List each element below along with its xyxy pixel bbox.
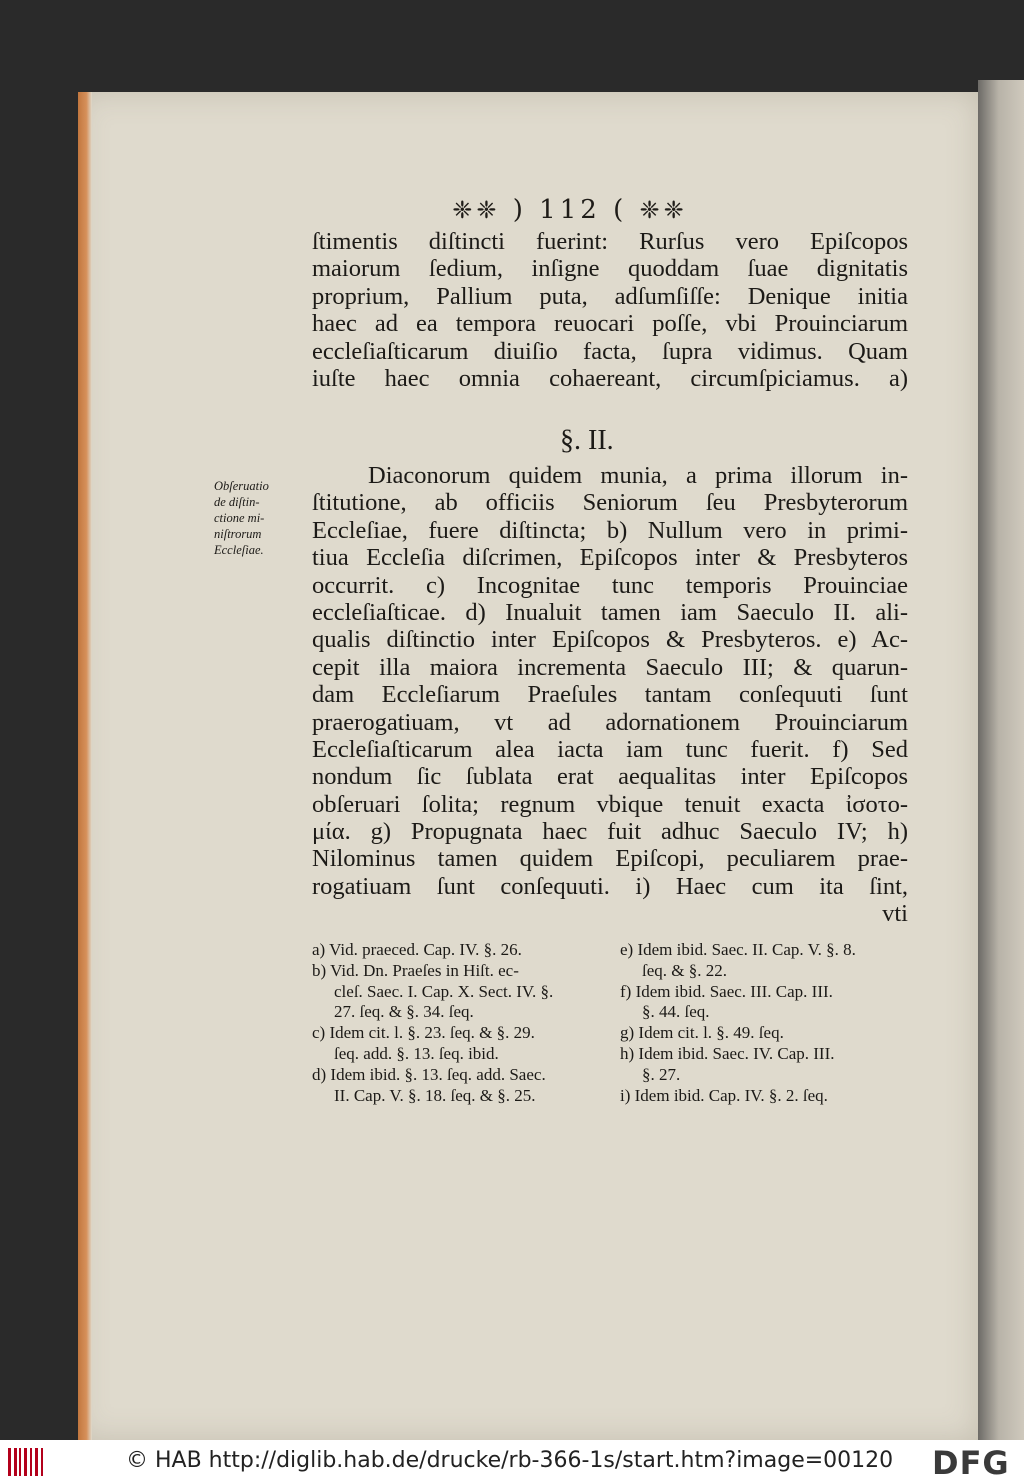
page-number: 112 <box>539 195 601 225</box>
footnote-line: a) Vid. praeced. Cap. IV. §. 26. <box>312 940 522 959</box>
marginal-note <box>214 478 306 558</box>
text-line: nondum ſic ſublata erat aequalitas inter Epiſcopos <box>312 763 908 791</box>
text-line: occurrit. c) Incognitae tunc temporis Prouinciae <box>312 571 908 599</box>
footer-bar <box>0 1440 1024 1483</box>
footnote-line: f) Idem ibid. Saec. III. Cap. III. <box>620 981 833 1001</box>
marginal-line: Obſeruatio <box>214 479 269 493</box>
footnote-line: i) Idem ibid. Cap. IV. §. 2. ſeq. <box>620 1085 828 1105</box>
section-heading: §. II. <box>560 425 614 456</box>
text-line: iuſte haec omnia cohaereant, circumſpiciamus. a) <box>312 364 908 392</box>
footnote <box>620 982 912 1024</box>
page-binding-edge <box>78 92 92 1440</box>
text-line: ſtitutione, ab officiis Seniorum ſeu Presbyterorum <box>312 489 908 517</box>
catchword: vti <box>882 900 908 928</box>
text-line: proprium, Pallium puta, adſumſiſſe: Denique initia <box>312 282 908 310</box>
text-line: dam Eccleſiarum Praeſules tantam conſequuti ſunt <box>312 681 908 709</box>
text-line: Eccleſiaſticarum alea iacta iam tunc fuerit. f) Sed <box>312 735 908 763</box>
footnote-line: cleſ. Saec. I. Cap. X. Sect. IV. §. <box>334 981 554 1001</box>
footnote-line: II. Cap. V. §. 18. ſeq. & §. 25. <box>334 1085 536 1105</box>
ornament-right-icon: ❈❈ <box>639 196 688 224</box>
footnote <box>620 1044 912 1086</box>
footnote <box>312 1065 608 1107</box>
marginal-line: Eccleſiae. <box>214 543 264 557</box>
footnotes-left <box>312 940 608 1106</box>
dfg-logo: DFG <box>932 1444 1010 1482</box>
footnote-line: 27. ſeq. & §. 34. ſeq. <box>334 1002 474 1022</box>
text-line: Diaconorum quidem munia, a prima illorum in- <box>368 462 908 489</box>
header-paren-left: ) <box>512 195 527 225</box>
marginal-line: ctione mi- <box>214 511 265 525</box>
footnote-line: c) Idem cit. l. §. 23. ſeq. & §. 29. <box>312 1023 535 1043</box>
footnote-line: b) Vid. Dn. Praeſes in Hiſt. ec- <box>312 960 519 980</box>
footnote-line: §. 27. <box>642 1064 681 1084</box>
footnote <box>620 1086 912 1107</box>
footnote <box>620 940 912 982</box>
text-line: eccleſiaſticarum diuiſio facta, ſupra vidimus. Quam <box>312 337 908 365</box>
footnote <box>312 961 608 1023</box>
text-line: tiua Eccleſia diſcrimen, Epiſcopos inter & Presbyteros <box>312 544 908 572</box>
footnote <box>312 1023 608 1065</box>
hab-barcode-logo-icon <box>8 1448 44 1476</box>
footnote <box>312 940 608 961</box>
adjacent-page-edge <box>978 80 1024 1440</box>
text-line: μία. g) Propugnata haec fuit adhuc Saeculo IV; h) <box>312 818 908 846</box>
text-line: rogatiuam ſunt conſequuti. i) Haec cum ita ſint, <box>312 872 908 900</box>
text-line: obſeruari ſolita; regnum vbique tenuit exacta ἰσοτο- <box>312 790 908 818</box>
footnote-line: h) Idem ibid. Saec. IV. Cap. III. <box>620 1043 835 1063</box>
text-line: Eccleſiae, fuere diſtincta; b) Nullum vero in primi- <box>312 516 908 544</box>
marginal-line: niſtrorum <box>214 527 262 541</box>
text-line: haec ad ea tempora reuocari poſſe, vbi Prouinciarum <box>312 310 908 338</box>
main-paragraph <box>312 462 908 928</box>
footnote-line: §. 44. ſeq. <box>642 1002 710 1022</box>
footnote-line: e) Idem ibid. Saec. II. Cap. V. §. 8. <box>620 940 856 959</box>
footnote-line: ſeq. add. §. 13. ſeq. ibid. <box>334 1043 499 1063</box>
text-line: cepit illa maiora incrementa Saeculo III; & quarun- <box>312 653 908 681</box>
footnote-line: ſeq. & §. 22. <box>642 960 727 980</box>
marginal-line: de diſtin- <box>214 495 260 509</box>
top-paragraph <box>312 228 908 392</box>
footnote-line: g) Idem cit. l. §. 49. ſeq. <box>620 1023 784 1043</box>
ornament-left-icon: ❈❈ <box>452 196 501 224</box>
text-line: Nilominus tamen quidem Epiſcopi, peculiarem prae- <box>312 845 908 873</box>
footnotes-right <box>620 940 912 1106</box>
text-line: qualis diſtinctio inter Epiſcopos & Presbyteros. e) Ac- <box>312 626 908 654</box>
text-line: maiorum ſedium, inſigne quoddam ſuae dignitatis <box>312 255 908 283</box>
text-line: praerogatiuam, vt ad adornationem Prouinciarum <box>312 708 908 736</box>
text-line: eccleſiaſticae. d) Inualuit tamen iam Saeculo II. ali- <box>312 598 908 626</box>
footnote-line: d) Idem ibid. §. 13. ſeq. add. Saec. <box>312 1064 546 1084</box>
text-line: ſtimentis diſtincti fuerint: Rurſus vero Epiſcopos <box>312 228 908 255</box>
footnote <box>620 1023 912 1044</box>
source-link[interactable]: © HAB http://diglib.hab.de/drucke/rb-366-1s/start.htm?image=00120 <box>126 1448 894 1473</box>
header-paren-right: ( <box>613 195 628 225</box>
running-header <box>390 195 750 229</box>
